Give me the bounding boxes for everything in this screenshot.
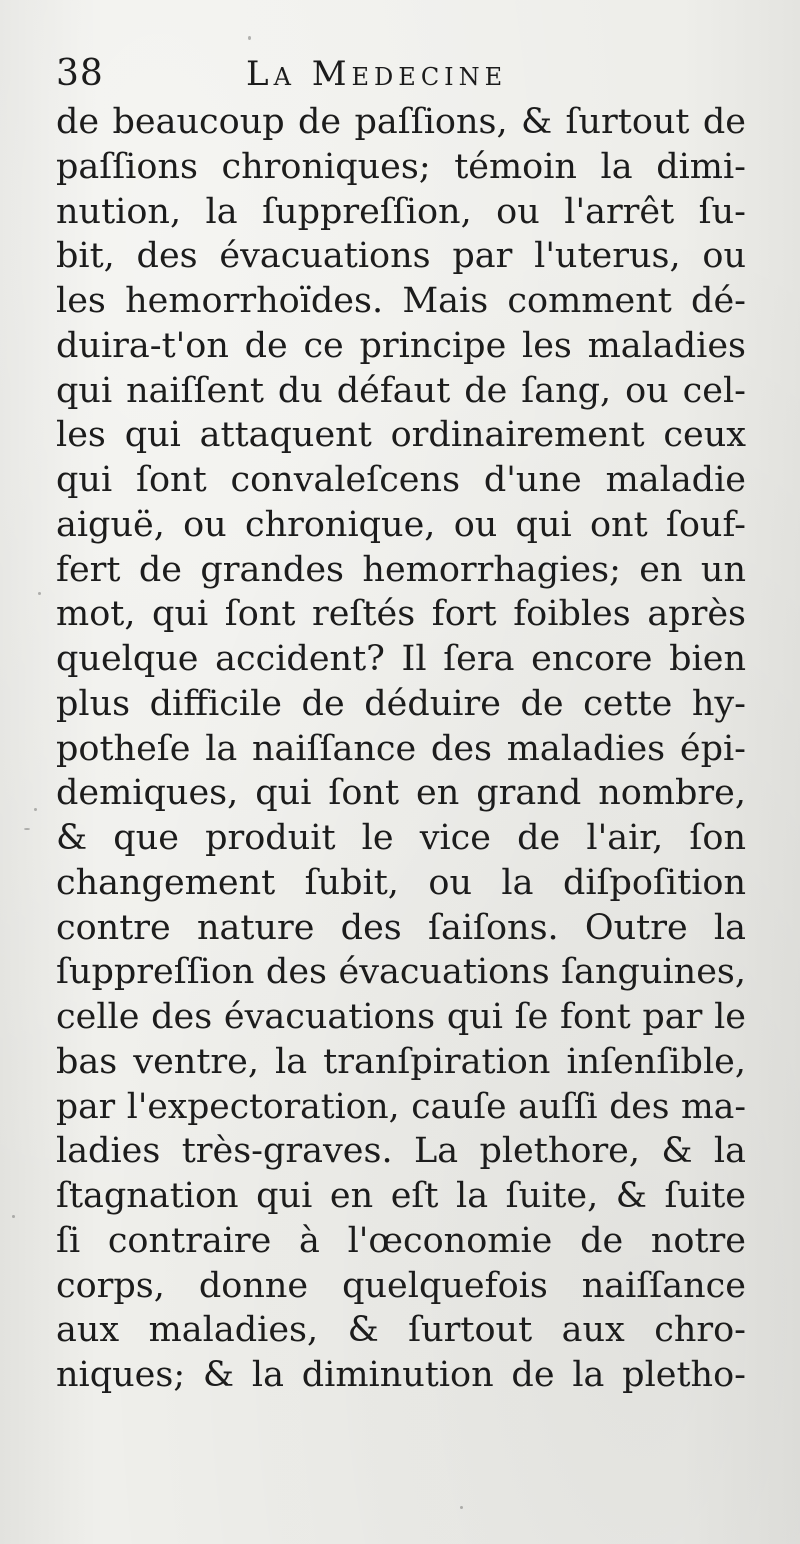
text-line: duira-t'on de ce principe les maladies: [56, 325, 746, 366]
text-line: mot, qui ſont reſtés fort foibles après: [56, 594, 746, 635]
text-line: niques; & la diminution de la pletho-: [56, 1355, 746, 1395]
page-number: 38: [56, 53, 104, 94]
text-line: corps, donne quelquefois naiſſance: [56, 1265, 746, 1306]
paper-speck: [24, 828, 30, 830]
running-head: [56, 50, 746, 100]
text-line: changement ſubit, ou la diſpoſition: [56, 862, 746, 903]
text-line: contre nature des ſaiſons. Outre la: [56, 907, 746, 948]
text-line: celle des évacuations qui ſe font par le: [56, 997, 746, 1037]
text-line: & que produit le vice de l'air, ſon: [56, 818, 746, 858]
text-line: les qui attaquent ordinairement ceux: [56, 415, 746, 456]
text-line: de beaucoup de paſſions, & ſurtout de: [56, 102, 746, 142]
text-line: qui naiſſent du défaut de ſang, ou cel-: [56, 370, 746, 411]
text-line: bas ventre, la tranſpiration inſenſible,: [56, 1041, 746, 1082]
text-line: demiques, qui ſont en grand nombre,: [56, 773, 746, 814]
text-line: bit, des évacuations par l'uterus, ou: [56, 236, 746, 277]
body-text: [56, 100, 746, 1398]
text-line: qui ſont convaleſcens d'une maladie: [56, 460, 746, 500]
paper-speck: [38, 592, 41, 595]
text-line: aiguë, ou chronique, ou qui ont ſouf-: [56, 504, 746, 545]
text-line: aux maladies, & ſurtout aux chro-: [56, 1310, 746, 1351]
text-line: ladies très-graves. La plethore, & la: [56, 1131, 746, 1172]
text-line: potheſe la naiſſance des maladies épi-: [56, 728, 746, 769]
text-line: ſi contraire à l'œconomie de notre: [56, 1220, 746, 1261]
text-line: ſtagnation qui en eſt la ſuite, & ſuite: [56, 1176, 746, 1216]
paper-speck: [460, 1506, 463, 1509]
text-line: fert de grandes hemorrhagies; en un: [56, 549, 746, 590]
text-line: quelque accident? Il ſera encore bien: [56, 639, 746, 679]
text-line: par l'expectoration, cauſe auſſi des ma-: [56, 1086, 746, 1127]
text-line: ſuppreſſion des évacuations ſanguines,: [56, 952, 746, 993]
paper-speck: [34, 808, 37, 811]
text-line: les hemorrhoïdes. Mais comment dé-: [56, 281, 746, 321]
text-line: plus difficile de déduire de cette hy-: [56, 683, 746, 724]
paper-speck: [12, 1215, 15, 1218]
running-title: La Medecine: [246, 54, 508, 94]
paper-speck: [248, 36, 251, 40]
text-line: paſſions chroniques; témoin la dimi-: [56, 146, 746, 187]
text-line: nution, la ſuppreſſion, ou l'arrêt ſu-: [56, 191, 746, 232]
